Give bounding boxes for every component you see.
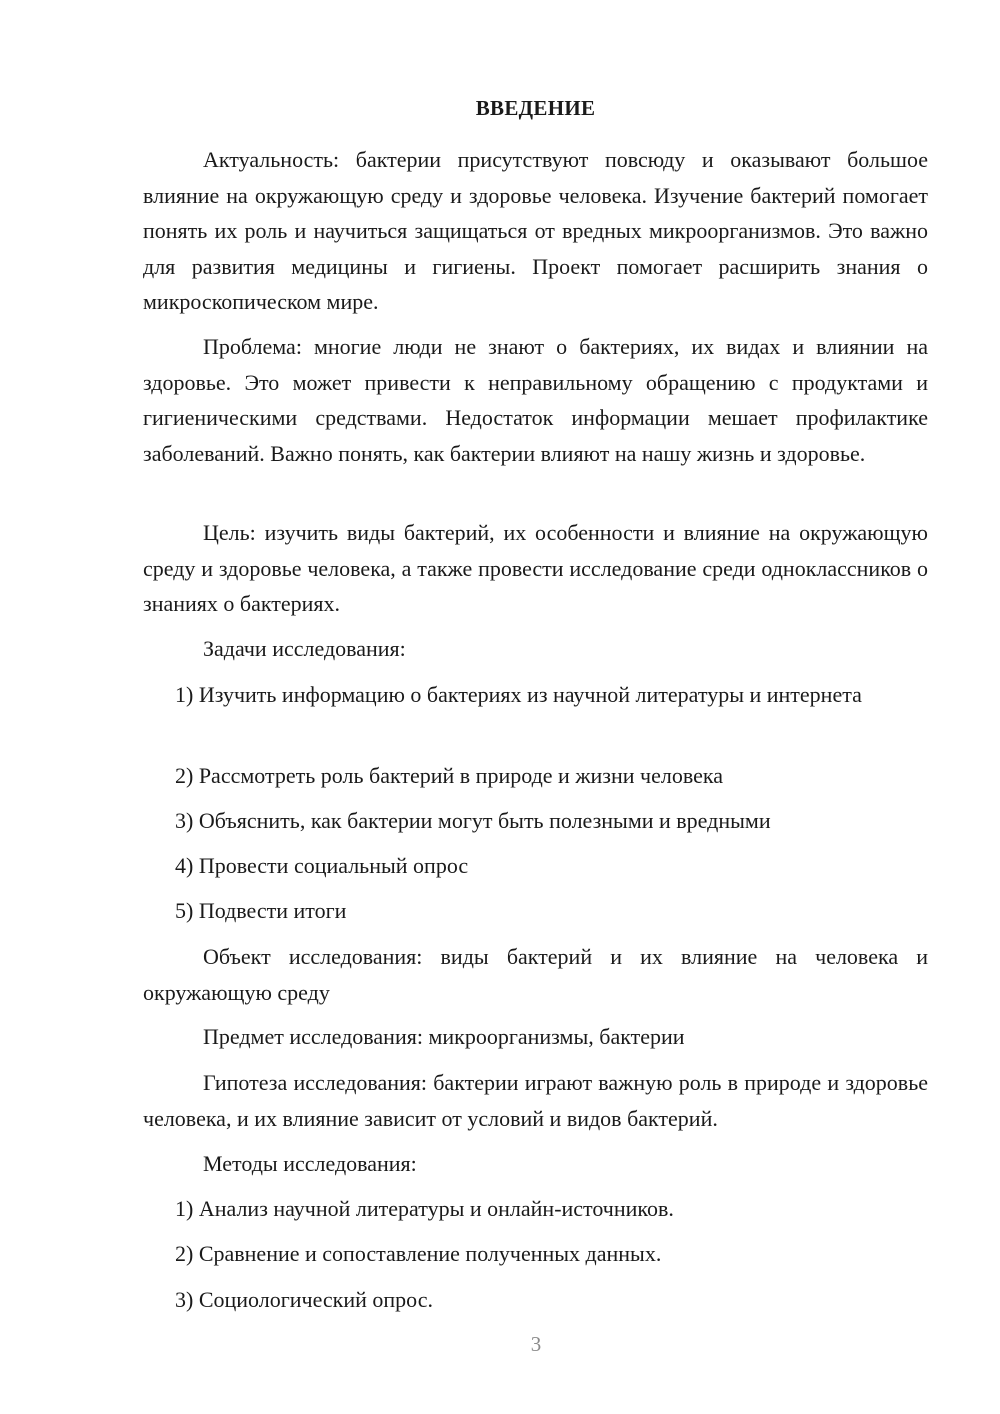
hypothesis-paragraph: Гипотеза исследования: бактерии играют важную роль в природе и здоровье человека, и их влияние зависит от условий и видов бактерий. [143,1070,928,1131]
page-title: ВВЕДЕНИЕ [475,96,596,120]
methods-heading: Методы исследования: [203,1151,417,1176]
task-item-4: 4) Провести социальный опрос [175,853,469,878]
method-item-3: 3) Социологический опрос. [175,1287,433,1312]
goal-paragraph: Цель: изучить виды бактерий, их особенности и влияние на окружающую среду и здоровье человека, а также провести исследование среди одноклассников о знаниях о бактериях. [143,520,928,616]
method-item-1: 1) Анализ научной литературы и онлайн-источников. [175,1196,674,1221]
task-item-3: 3) Объяснить, как бактерии могут быть полезными и вредными [175,808,771,833]
problem-paragraph: Проблема: многие люди не знают о бактериях, их видах и влиянии на здоровье. Это может привести к неправильному обращению с продуктами и гигиеническими средствами. Недостаток информации мешает профилактике заболеваний. Важно понять, как бактерии влияют на нашу жизнь и здоровье. [143,334,928,466]
subject-paragraph: Предмет исследования: микроорганизмы, бактерии [203,1024,685,1049]
tasks-heading: Задачи исследования: [203,636,406,661]
task-item-5: 5) Подвести итоги [175,898,347,923]
method-item-2: 2) Сравнение и сопоставление полученных данных. [175,1241,662,1266]
task-item-1: 1) Изучить информацию о бактериях из научной литературы и интернета [175,682,862,707]
page-number: 3 [530,1332,542,1356]
task-item-2: 2) Рассмотреть роль бактерий в природе и жизни человека [175,763,723,788]
relevance-paragraph: Актуальность: бактерии присутствуют повсюду и оказывают большое влияние на окружающую среду и здоровье человека. Изучение бактерий помогает понять их роль и научиться защищаться от вредных микроорганизмов. Это важно для развития медицины и гигиены. Проект помогает расширить знания о микроскопическом мире. [143,147,928,314]
object-paragraph: Объект исследования: виды бактерий и их влияние на человека и окружающую среду [143,944,928,1005]
